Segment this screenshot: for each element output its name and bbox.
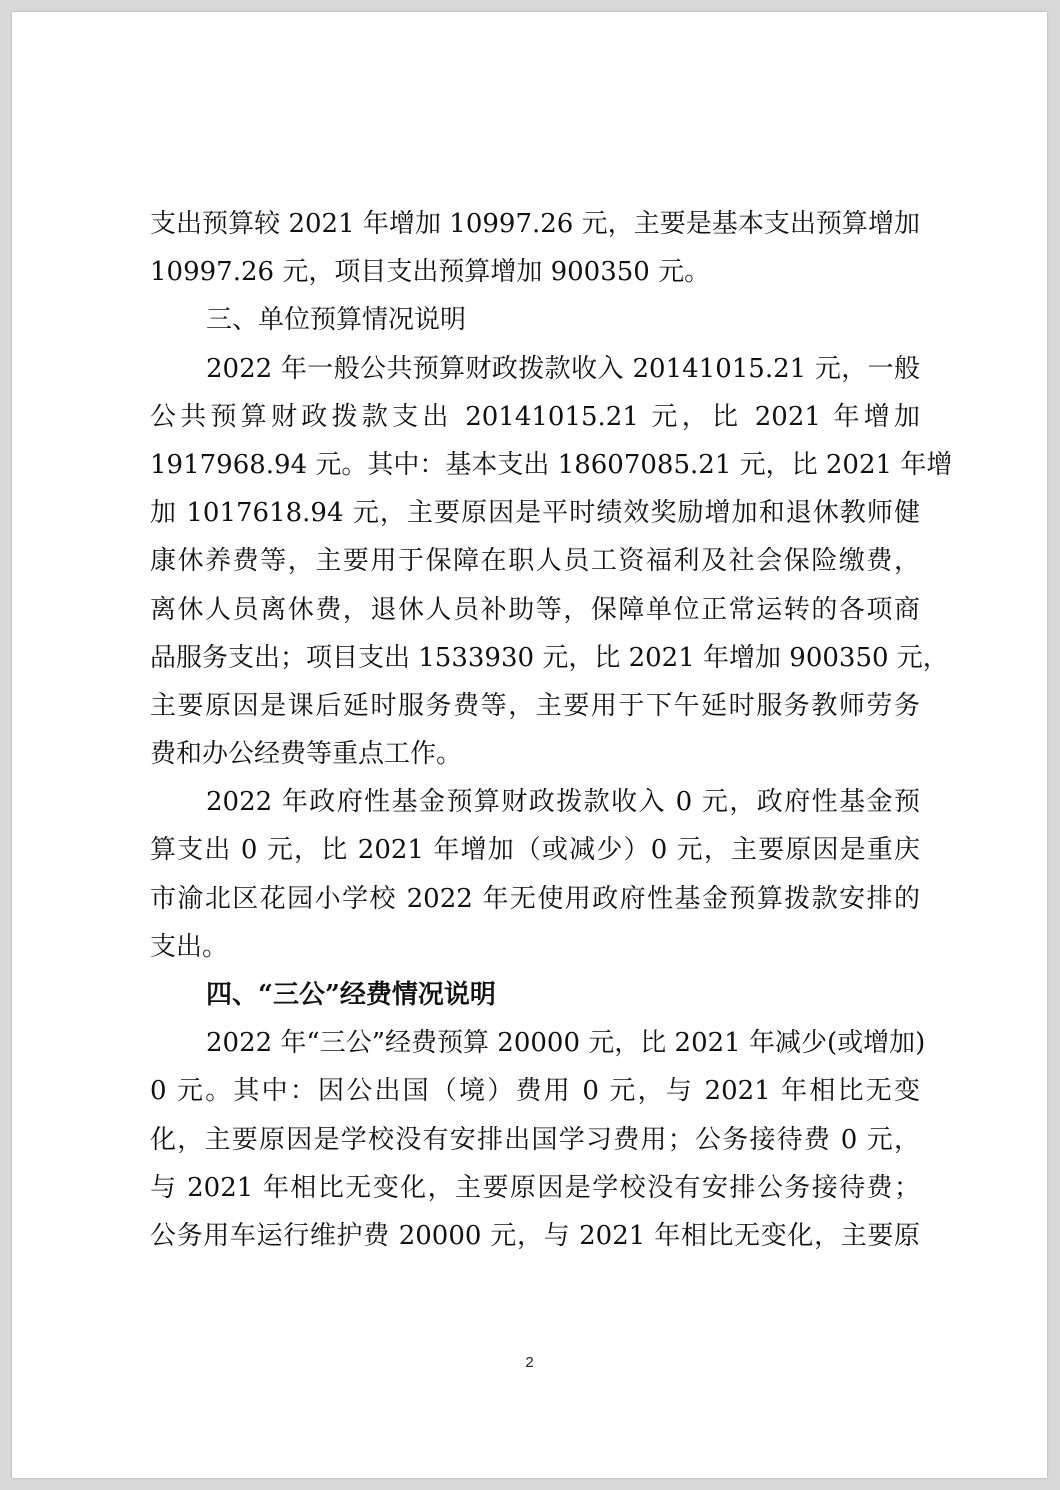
text-line: 主要原因是课后延时服务费等，主要用于下午延时服务教师劳务 bbox=[150, 690, 920, 721]
section-heading-3: 三、单位预算情况说明 bbox=[206, 305, 467, 336]
text-line: 2022 年一般公共预算财政拨款收入 20141015.21 元，一般 bbox=[206, 353, 920, 384]
text-line: 2022 年“三公”经费预算 20000 元，比 2021 年减少(或增加) bbox=[206, 1028, 926, 1059]
text-line: 支出。 bbox=[150, 931, 229, 962]
text-line: 与 2021 年相比无变化，主要原因是学校没有安排公务接待费； bbox=[150, 1172, 920, 1203]
text-line: 品服务支出；项目支出 1533930 元，比 2021 年增加 900350 元， bbox=[150, 642, 949, 673]
text-line: 离休人员离休费，退休人员补助等，保障单位正常运转的各项商 bbox=[150, 594, 920, 625]
text-line: 费和办公经费等重点工作。 bbox=[150, 739, 463, 770]
text-line: 算支出 0 元，比 2021 年增加（或减少）0 元，主要原因是重庆 bbox=[150, 835, 920, 866]
text-line: 10997.26 元，项目支出预算增加 900350 元。 bbox=[150, 257, 711, 288]
text-line: 化，主要原因是学校没有安排出国学习费用；公务接待费 0 元， bbox=[150, 1124, 920, 1155]
text-line: 2022 年政府性基金预算财政拨款收入 0 元，政府性基金预 bbox=[206, 787, 920, 818]
text-line: 支出预算较 2021 年增加 10997.26 元，主要是基本支出预算增加 bbox=[150, 209, 920, 239]
text-line: 公务用车运行维护费 20000 元，与 2021 年相比无变化，主要原 bbox=[150, 1220, 920, 1251]
text-line: 0 元。其中：因公出国（境）费用 0 元，与 2021 年相比无变 bbox=[150, 1076, 920, 1107]
page-number: 2 bbox=[525, 1354, 534, 1371]
text-line: 加 1017618.94 元，主要原因是平时绩效奖励增加和退休教师健 bbox=[150, 498, 920, 529]
document-body bbox=[150, 200, 953, 1260]
text-line: 市渝北区花园小学校 2022 年无使用政府性基金预算拨款安排的 bbox=[150, 883, 920, 914]
document-page bbox=[12, 12, 1047, 1478]
text-line: 公共预算财政拨款支出 20141015.21 元，比 2021 年增加 bbox=[150, 401, 920, 432]
section-heading-4: 四、“三公”经费情况说明 bbox=[206, 980, 496, 1010]
text-line: 康休养费等，主要用于保障在职人员工资福利及社会保险缴费， bbox=[150, 546, 920, 577]
text-line: 1917968.94 元。其中：基本支出 18607085.21 元，比 2021 年增 bbox=[150, 449, 953, 480]
